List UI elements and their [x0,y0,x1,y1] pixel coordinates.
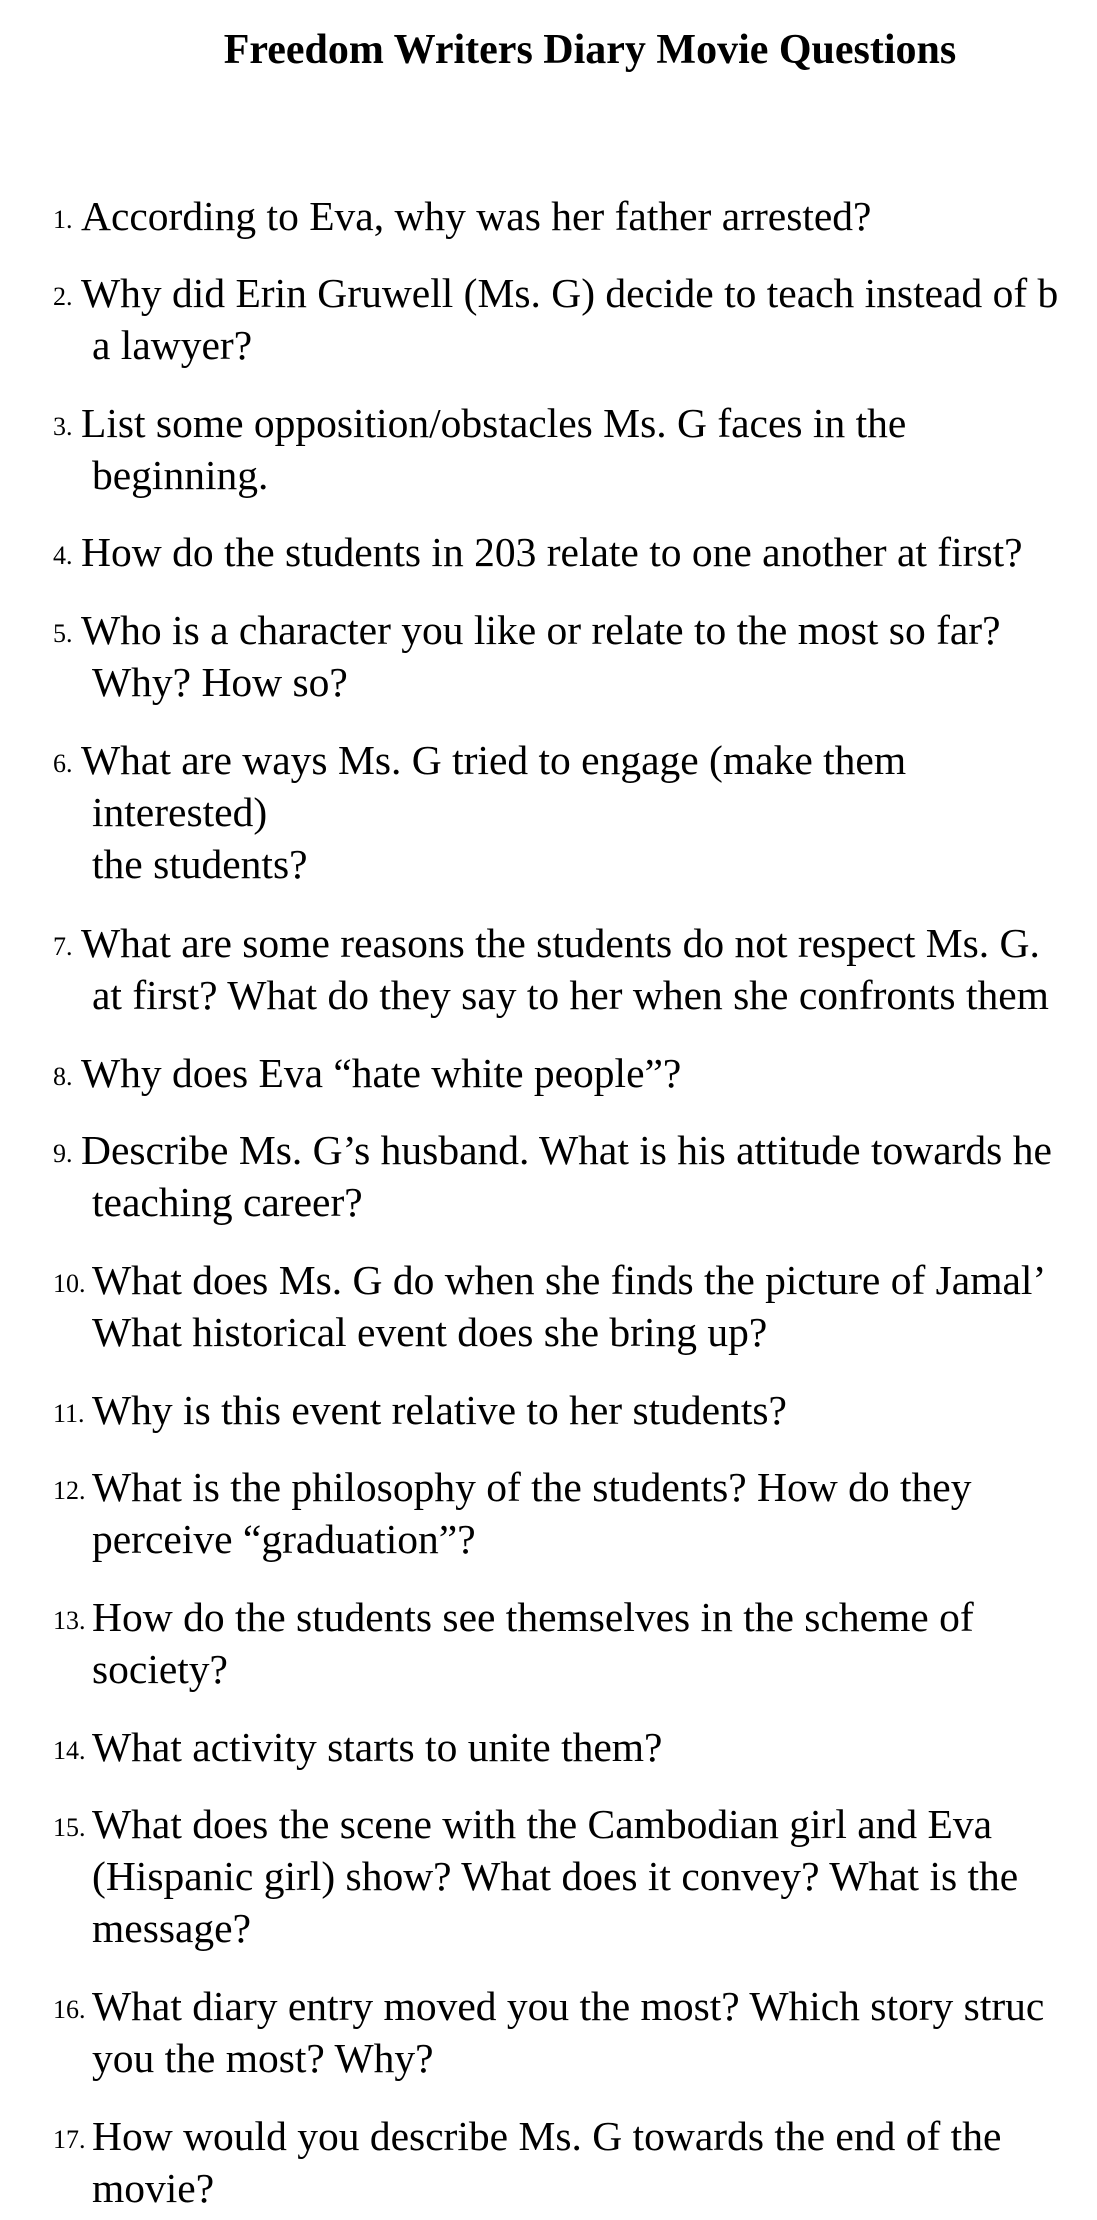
question-number: 1. [53,205,73,234]
question-text-continued: What historical event does she bring up? [92,1309,768,1355]
question-text: What is the philosophy of the students? How do they [92,1464,972,1510]
question-number: 11. [53,1399,85,1428]
question-text-continued: (Hispanic girl) show? What does it convey? What is the [92,1853,1019,1899]
question-text-continued: a lawyer? [92,322,253,368]
question-text: What are some reasons the students do not respect Ms. G. [81,920,1040,966]
question-text-continued: beginning. [92,452,269,498]
question-number: 6. [53,749,73,778]
question-number: 2. [53,282,73,311]
question-text: Who is a character you like or relate to the most so far? [81,607,1001,653]
question-text: What are ways Ms. G tried to engage (make them [81,737,907,783]
question-text-continued: society? [92,1646,228,1692]
question-number: 3. [53,412,73,441]
question-text-continued: teaching career? [92,1179,363,1225]
question-text: How would you describe Ms. G towards the end of the [92,2113,1002,2159]
question-number: 15. [53,1813,86,1842]
question-text: What activity starts to unite them? [92,1724,663,1770]
question-number: 16. [53,1995,86,2024]
question-text: Describe Ms. G’s husband. What is his attitude towards he [81,1127,1052,1173]
question-text-continued: message? [92,1905,252,1951]
question-text-continued: interested) [92,789,268,835]
question-text: Why is this event relative to her students? [92,1387,787,1433]
question-number: 7. [53,932,73,961]
question-text-continued: Why? How so? [92,659,348,705]
page-title: Freedom Writers Diary Movie Questions [223,27,957,73]
question-number: 12. [53,1476,86,1505]
question-number: 9. [53,1139,73,1168]
question-text-continued: the students? [92,841,308,887]
question-number: 10. [53,1269,86,1298]
question-text: List some opposition/obstacles Ms. G faces in the [81,400,907,446]
question-text: How do the students in 203 relate to one another at first? [81,529,1023,575]
question-text: Why does Eva “hate white people”? [81,1050,682,1096]
question-number: 8. [53,1062,73,1091]
question-text: How do the students see themselves in the scheme of [92,1594,974,1640]
question-number: 14. [53,1736,86,1765]
question-text-continued: perceive “graduation”? [92,1516,476,1562]
question-number: 17. [53,2125,86,2154]
question-text-continued: movie? [92,2165,215,2211]
question-text: According to Eva, why was her father arrested? [81,193,872,239]
question-text: What does the scene with the Cambodian girl and Eva [92,1801,993,1847]
question-text-continued: at first? What do they say to her when she confronts them [92,972,1049,1018]
question-number: 4. [53,541,73,570]
question-number: 5. [53,619,73,648]
question-text-continued: you the most? Why? [92,2035,434,2081]
question-text: What does Ms. G do when she finds the picture of Jamal’ [92,1257,1047,1303]
question-text: Why did Erin Gruwell (Ms. G) decide to teach instead of b [81,270,1059,316]
question-number: 13. [53,1606,86,1635]
question-text: What diary entry moved you the most? Which story struc [92,1983,1045,2029]
